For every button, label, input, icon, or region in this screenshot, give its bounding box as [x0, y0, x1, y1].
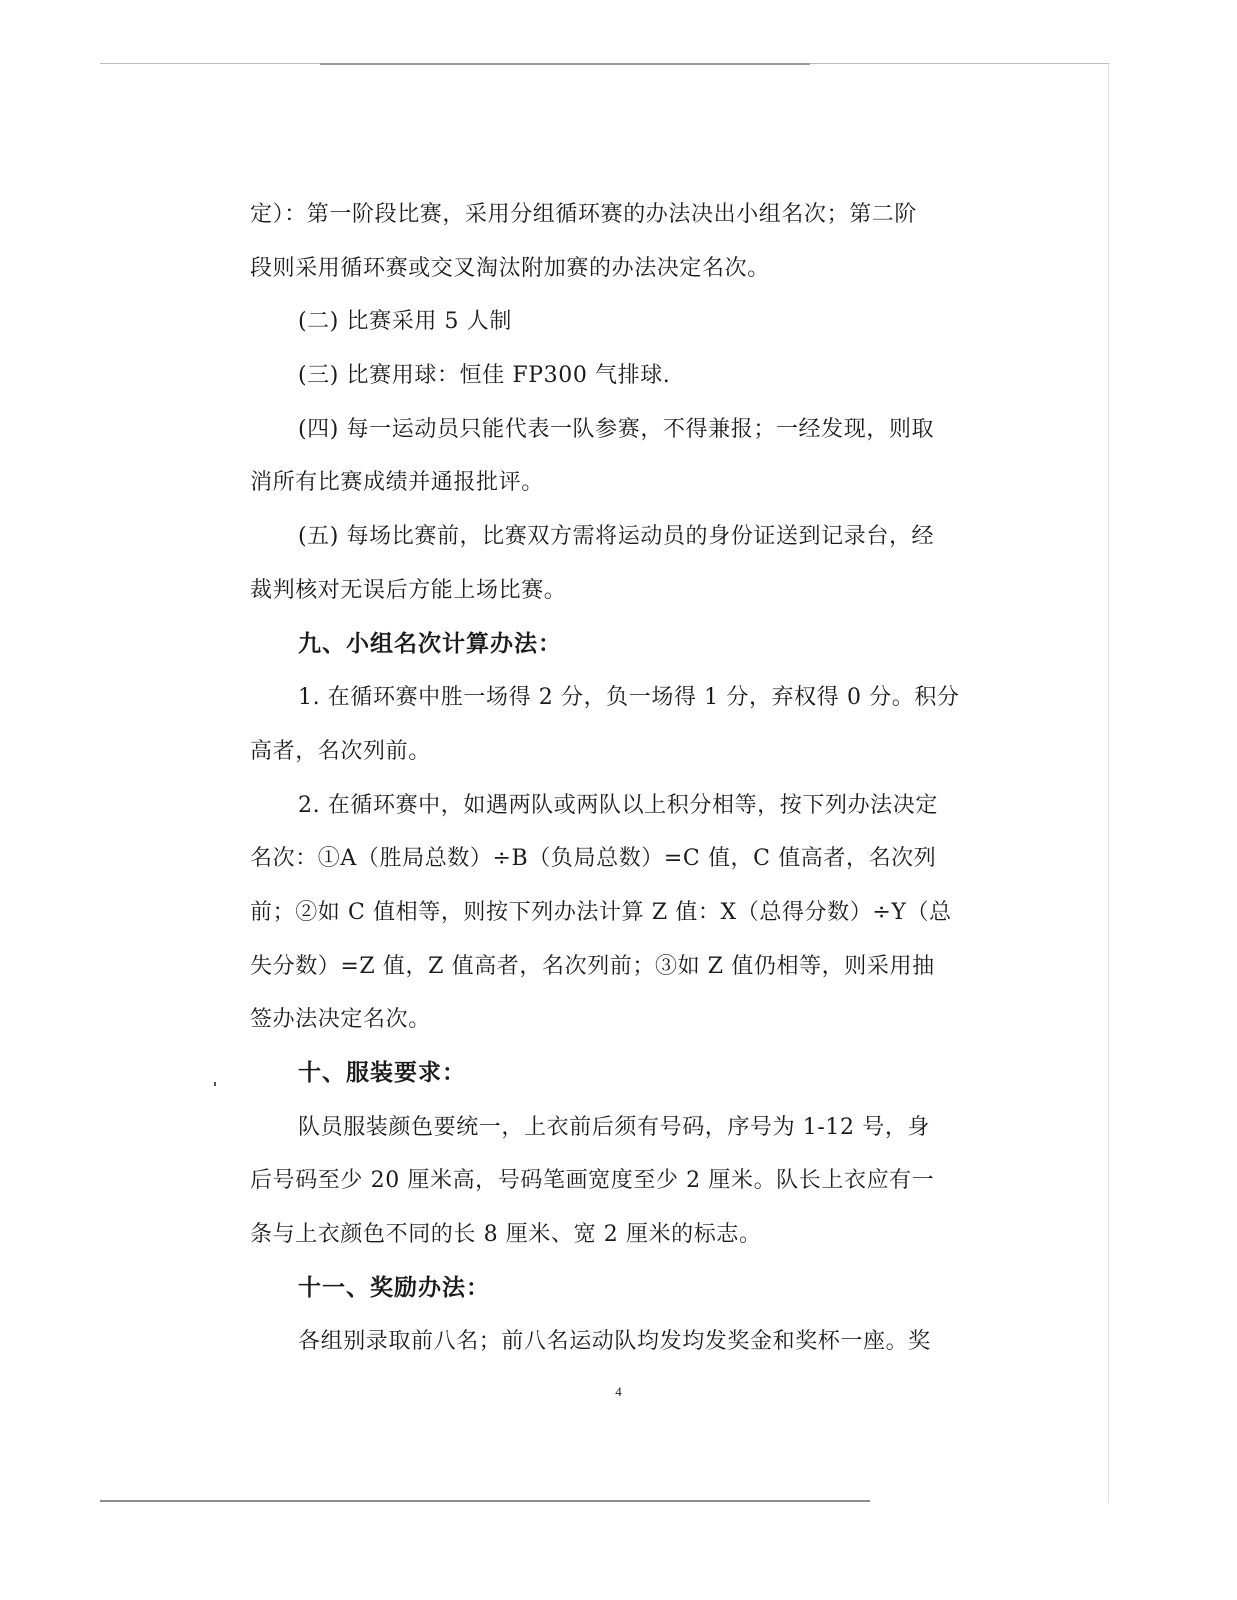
paragraph-line: (二) 比赛采用 5 人制 [298, 309, 512, 335]
paragraph-line: 段则采用循环赛或交叉淘汰附加赛的办法决定名次。 [250, 255, 770, 281]
paragraph-line: 高者，名次列前。 [250, 738, 431, 764]
paragraph-line: 消所有比赛成绩并通报批评。 [250, 470, 544, 496]
paragraph-line: 失分数）=Z 值，Z 值高者，名次列前；③如 Z 值仍相等，则采用抽 [250, 953, 935, 979]
paragraph-line: 2. 在循环赛中，如遇两队或两队以上积分相等，按下列办法决定 [298, 792, 938, 818]
paragraph-line: 队员服装颜色要统一，上衣前后须有号码，序号为 1-12 号，身 [298, 1114, 931, 1140]
paragraph-line: 裁判核对无误后方能上场比赛。 [250, 577, 567, 603]
paragraph-line: (五) 每场比赛前，比赛双方需将运动员的身份证送到记录台，经 [298, 524, 935, 550]
paragraph-line: 前；②如 C 值相等，则按下列办法计算 Z 值：X（总得分数）÷Y（总 [250, 899, 952, 925]
paragraph-line: 条与上衣颜色不同的长 8 厘米、宽 2 厘米的标志。 [250, 1222, 762, 1248]
scan-speck [214, 1082, 216, 1086]
section-heading: 九、小组名次计算办法： [298, 630, 562, 657]
paragraph-line: 后号码至少 20 厘米高，号码笔画宽度至少 2 厘米。队长上衣应有一 [250, 1168, 935, 1194]
paragraph-line: 名次：①A（胜局总数）÷B（负局总数）=C 值，C 值高者，名次列 [250, 846, 937, 872]
document-body [250, 188, 962, 1369]
section-heading: 十、服装要求： [298, 1060, 466, 1086]
page-number: 4 [615, 1384, 622, 1399]
scan-bottom-edge [100, 1500, 870, 1502]
paragraph-line: (四) 每一运动员只能代表一队参赛，不得兼报；一经发现，则取 [298, 416, 935, 442]
paragraph-line: 签办法决定名次。 [250, 1007, 431, 1033]
paragraph-line: 1. 在循环赛中胜一场得 2 分，负一场得 1 分，弃权得 0 分。积分 [298, 685, 960, 711]
scan-right-edge [1108, 63, 1109, 1503]
paragraph-line: 定）：第一阶段比赛，采用分组循环赛的办法决出小组名次；第二阶 [250, 202, 918, 227]
paragraph-line: (三) 比赛用球：恒佳 FP300 气排球. [298, 363, 671, 389]
scan-top-edge-dark [320, 63, 810, 65]
paragraph-line: 各组别录取前八名；前八名运动队均发均发奖金和奖杯一座。奖 [298, 1329, 931, 1355]
section-heading: 十一、奖励办法： [298, 1274, 490, 1301]
